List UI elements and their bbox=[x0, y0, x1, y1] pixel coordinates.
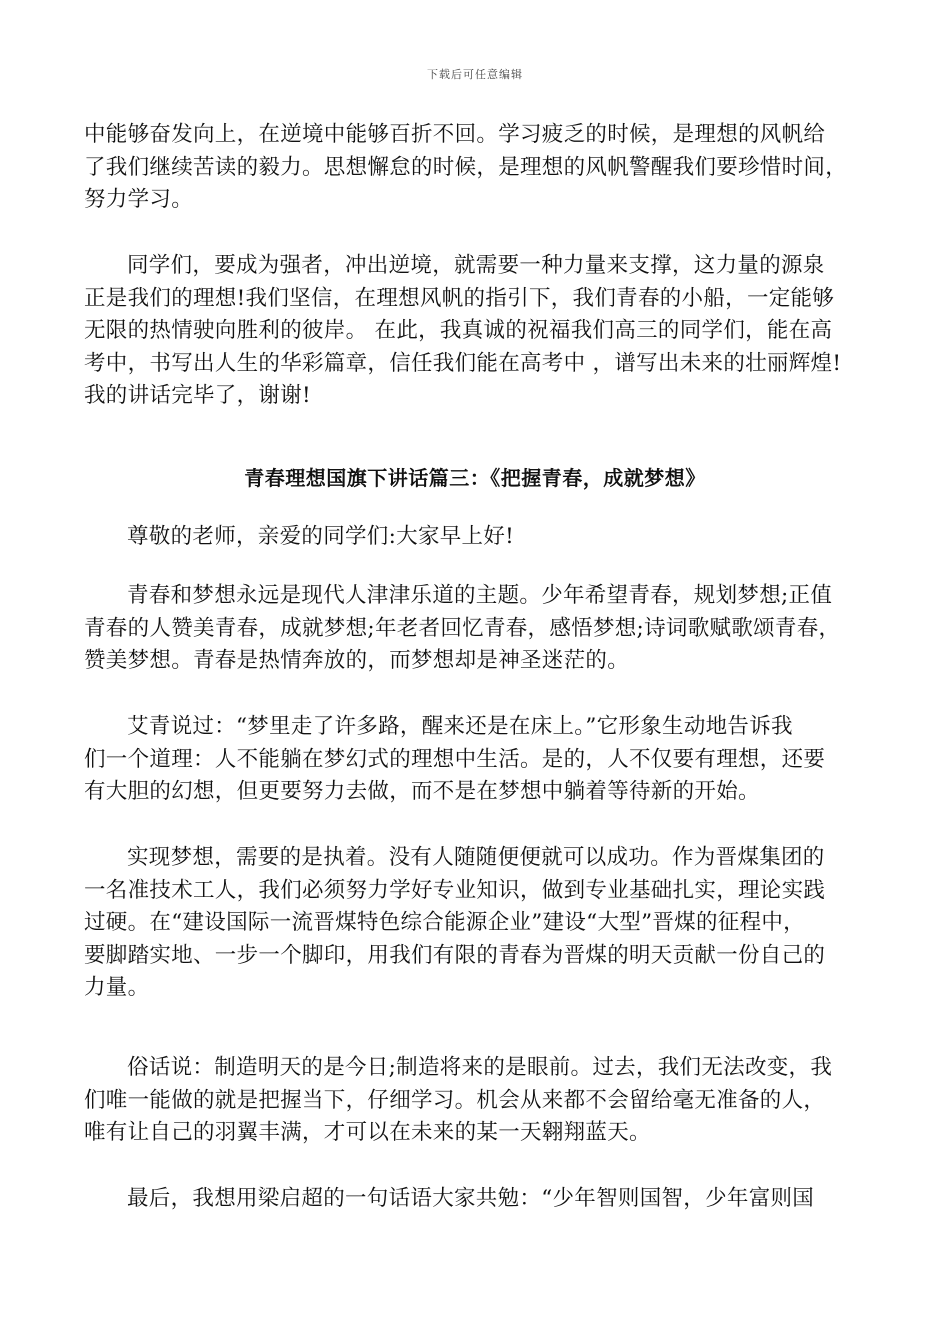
text-line: 尊敬的老师，亲爱的同学们:大家早上好! bbox=[127, 524, 515, 549]
text-line: 中能够奋发向上，在逆境中能够百折不回。学习疲乏的时候，是理想的风帆给 bbox=[84, 122, 826, 147]
paragraph-4 bbox=[84, 580, 866, 678]
text-line: 青春的人赞美青春，成就梦想;年老者回忆青春，感悟梦想;诗词歌赋歌颂青春， bbox=[84, 615, 841, 641]
paragraph-8 bbox=[84, 1183, 866, 1216]
text-line: 赞美梦想。青春是热情奔放的，而梦想却是神圣迷茫的。 bbox=[84, 648, 630, 673]
paragraph-2 bbox=[84, 250, 866, 413]
paragraph-6 bbox=[84, 842, 866, 1005]
page-header: 下载后可任意编辑 bbox=[427, 68, 523, 81]
paragraph-1 bbox=[84, 119, 866, 217]
text-line: 唯有让自己的羽翼丰满，才可以在未来的某一天翱翔蓝天。 bbox=[84, 1120, 651, 1145]
section-title: 青春理想国旗下讲话篇三：《把握青春，成就梦想》 bbox=[244, 466, 706, 490]
text-line: 艾青说过：“梦里走了许多路，醒来还是在床上。”它形象生动地告诉我 bbox=[127, 714, 793, 739]
text-line: 最后，我想用梁启超的一句话语大家共勉：“少年智则国智，少年富则国 bbox=[127, 1186, 815, 1211]
text-line: 青春和梦想永远是现代人津津乐道的主题。少年希望青春，规划梦想;正值 bbox=[127, 583, 833, 608]
text-line: 我的讲话完毕了，谢谢! bbox=[84, 383, 311, 408]
text-line: 了我们继续苦读的毅力。思想懈怠的时候，是理想的风帆警醒我们要珍惜时间， bbox=[84, 154, 848, 180]
text-line: 俗话说：制造明天的是今日;制造将来的是眼前。过去，我们无法改变，我 bbox=[127, 1055, 833, 1080]
text-line: 一名准技术工人，我们必须努力学好专业知识，做到专业基础扎实，理论实践 bbox=[84, 877, 826, 903]
text-line: 考中，书写出人生的华彩篇章，信任我们能在高考中 ，谱写出未来的壮丽辉煌! bbox=[84, 350, 842, 376]
text-line: 正是我们的理想!我们坚信，在理想风帆的指引下，我们青春的小船，一定能够 bbox=[84, 285, 835, 311]
text-line: 同学们，要成为强者，冲出逆境，就需要一种力量来支撑，这力量的源泉 bbox=[127, 253, 825, 278]
paragraph-7 bbox=[84, 1052, 866, 1150]
text-line: 们一个道理：人不能躺在梦幻式的理想中生活。是的，人不仅要有理想，还要 bbox=[84, 746, 826, 772]
text-line: 要脚踏实地、一步一个脚印，用我们有限的青春为晋煤的明天贡献一份自己的 bbox=[84, 942, 826, 968]
text-line: 过硬。在“建设国际一流晋煤特色综合能源企业”建设“大型”晋煤的征程中， bbox=[84, 910, 805, 935]
text-line: 实现梦想，需要的是执着。没有人随随便便就可以成功。作为晋煤集团的 bbox=[127, 845, 825, 870]
paragraph-5 bbox=[84, 711, 866, 809]
text-line: 力量。 bbox=[84, 975, 150, 1000]
text-line: 努力学习。 bbox=[84, 187, 194, 212]
paragraph-3 bbox=[84, 521, 866, 554]
text-line: 们唯一能做的就是把握当下，仔细学习。机会从来都不会留给毫无准备的人， bbox=[84, 1087, 826, 1113]
text-line: 有大胆的幻想，但更要努力去做，而不是在梦想中躺着等待新的开始。 bbox=[84, 779, 760, 804]
text-line: 无限的热情驶向胜利的彼岸。 在此，我真诚的祝福我们高三的同学们，能在高 bbox=[84, 318, 833, 343]
